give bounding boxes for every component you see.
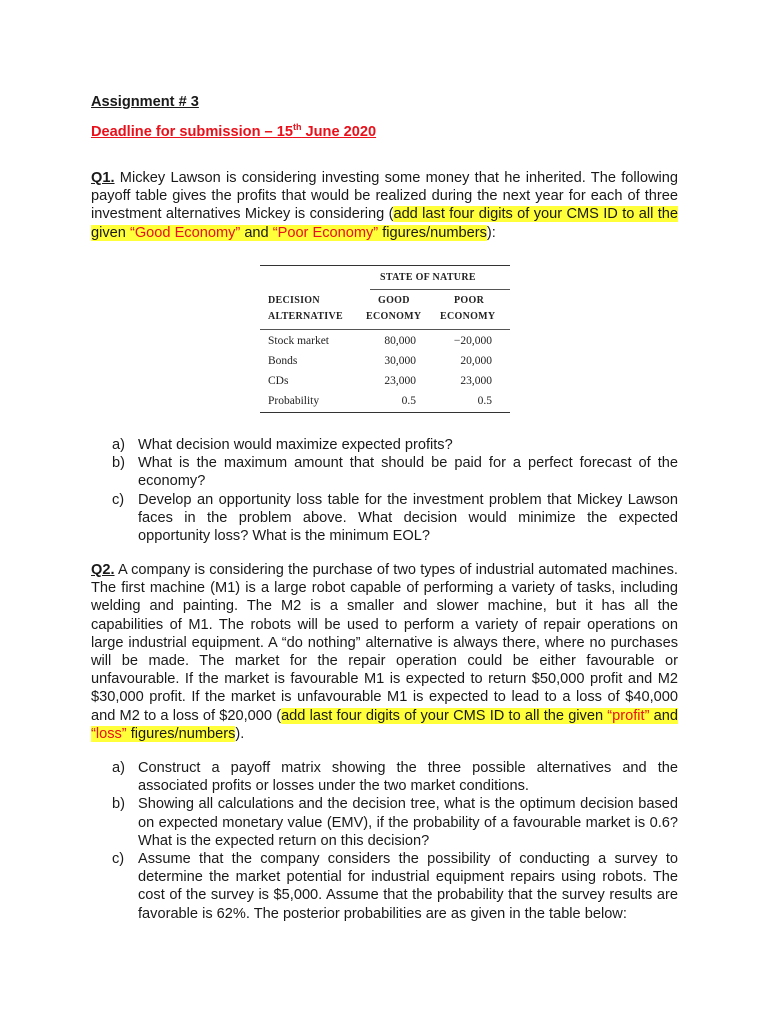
q1-hl-poor-economy: “Poor Economy” [272, 224, 379, 241]
q1-question-c [112, 491, 678, 546]
q2-question-a-label: a) [112, 760, 125, 776]
table-cell-alt: Bonds [268, 355, 298, 367]
q1-questions [112, 436, 678, 545]
q2-paragraph [91, 561, 678, 743]
q1-label: Q1. [91, 170, 115, 186]
table-cell-good: 80,000 [384, 335, 416, 347]
col3-header-line1: POOR [454, 295, 485, 306]
q2-question-b-label: b) [112, 796, 125, 813]
q1-question-b [112, 454, 678, 490]
table-cell-poor: 0.5 [477, 395, 492, 407]
table-cell-good: 23,000 [384, 375, 416, 387]
q1-question-a [112, 436, 678, 454]
q2-question-c [112, 850, 678, 923]
table-cell-poor: −20,000 [453, 335, 492, 347]
table-cell-good: 0.5 [401, 395, 416, 407]
q2-question-b-text: Showing all calculations and the decision tree, what is the optimum decision based on expected monetary value (EMV), if the probability of a favourable market is 0.6? What is the expected return on this decision? [138, 796, 678, 849]
table-cell-alt: CDs [268, 375, 289, 387]
table-cell-good: 30,000 [384, 355, 416, 367]
q1-question-b-label: b) [112, 455, 125, 472]
q2-hl-text-a: add last four digits of your CMS ID to all the given [281, 707, 608, 724]
table-cell-alt: Probability [268, 395, 320, 407]
q1-question-c-label: c) [112, 491, 125, 508]
col1-header-line2: ALTERNATIVE [268, 311, 343, 322]
q2-label: Q2. [91, 562, 115, 578]
col2-header-line1: GOOD [378, 295, 410, 306]
q2-question-c-label: c) [112, 851, 125, 868]
table-rule-top [260, 265, 510, 266]
table-cell-alt: Stock market [268, 335, 329, 347]
q2-hl-loss: “loss” [91, 725, 127, 742]
payoff-table [260, 265, 510, 415]
q1-question-c-text: Develop an opportunity loss table for the investment problem that Mickey Lawson faces in the problem above. What decision would minimize the expected opportunity loss? What is the minimum EOL? [138, 491, 678, 545]
deadline-prefix: Deadline for submission – 15 [91, 124, 293, 140]
q1-hl-text-a: add last four digits of your CMS ID to all the given [91, 206, 678, 241]
q2-hl-text-b: and [649, 707, 679, 724]
q1-tail: ): [486, 224, 496, 241]
q2-question-a-text: Construct a payoff matrix showing the three possible alternatives and the associated profits or losses under the two market conditions. [138, 760, 678, 795]
assignment-title: Assignment # 3 [91, 94, 199, 110]
q1-hl-text-b: and [240, 224, 273, 241]
q2-hl-profit: “profit” [607, 707, 650, 724]
q1-question-b-text: What is the maximum amount that should be paid for a perfect forecast of the economy? [138, 455, 678, 490]
col2-header-line2: ECONOMY [366, 311, 422, 322]
q2-questions [112, 759, 678, 923]
col1-header-line1: DECISION [268, 295, 320, 306]
table-cell-poor: 23,000 [460, 375, 492, 387]
deadline-suffix: June 2020 [301, 124, 377, 140]
q1-hl-text-c: figures/numbers [378, 224, 487, 241]
deadline-line [91, 123, 678, 141]
q2-question-a [112, 759, 678, 795]
table-rule-sub [260, 329, 510, 330]
q2-text: A company is considering the purchase of two types of industrial automated machines. The first machine (M1) is a large robot capable of performing a variety of tasks, including welding and painting. The M2 is a smaller and slower machine, but it has all the capabilities of M1. The robots will be used to perform a variety of repair operations on large industrial equipment. A “do nothing” alternative is always there, where no purchases will be made. The market for the repair operation could be either favourable or unfavourable. If the market is favourable M1 is expected to return $50,000 profit and M2 $30,000 profit. If the market is unfavourable M1 is expected to lead to a loss of $40,000 and M2 to a loss of $20,000 ( [91, 562, 678, 724]
q2-tail: ). [235, 725, 245, 742]
q2-question-b [112, 795, 678, 850]
deadline-superscript: th [292, 122, 302, 133]
q1-question-a-label: a) [112, 437, 125, 453]
q1-hl-good-economy: “Good Economy” [129, 224, 241, 241]
table-rule-bottom [260, 412, 510, 413]
table-cell-poor: 20,000 [460, 355, 492, 367]
q1-question-a-text: What decision would maximize expected profits? [138, 437, 453, 453]
table-rule-mid [370, 289, 510, 290]
q2-question-c-text: Assume that the company considers the possibility of conducting a survey to determine the market potential for industrial equipment repairs using robots. The cost of the survey is $5,000. Assume that the probability that the survey results are favorable is 62%. The posterior probabilities are as given in the table below: [138, 851, 678, 922]
q1-text: Mickey Lawson is considering investing some money that he inherited. The following payoff table gives the profits that would be realized during the next year for each of three investment alternatives Mickey is considering ( [91, 170, 678, 223]
q1-paragraph [91, 169, 678, 242]
q2-hl-text-c: figures/numbers [126, 725, 236, 742]
col3-header-line2: ECONOMY [440, 311, 496, 322]
state-of-nature-header: STATE OF NATURE [380, 272, 476, 283]
